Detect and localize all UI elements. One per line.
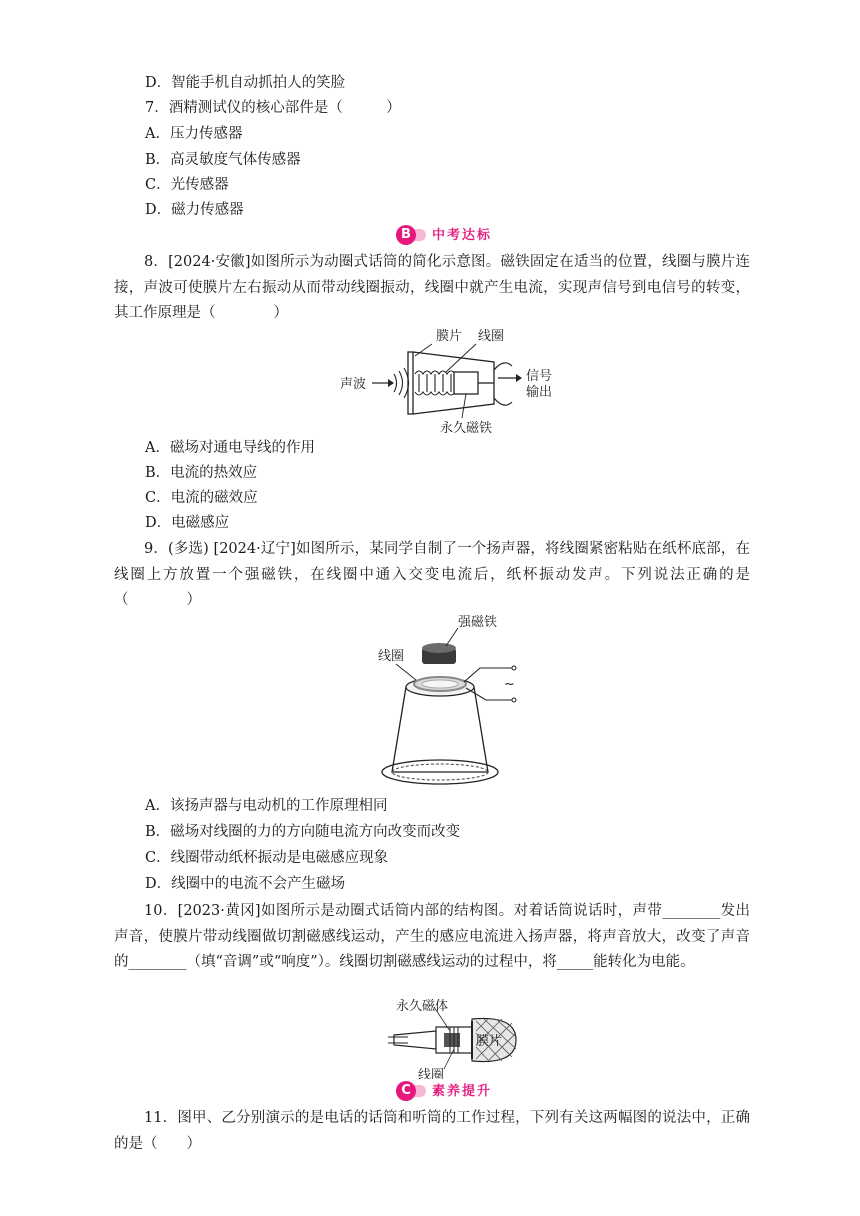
label-membrane: 膜片 [476, 1034, 503, 1049]
label-permanent-magnet: 永久磁铁 [440, 421, 493, 436]
q9-option-d: D．线圈中的电流不会产生磁场 [145, 876, 346, 892]
sound-wave-icon [394, 368, 409, 398]
q8-stem-text: 8．[2024·安徽]如图所示为动圈式话筒的简化示意图。磁铁固定在适当的位置，线圈与膜片连接，声波可使膜片左右振动从而带动线圈振动，线圈中就产生电流，实现声信号到电信号的转变，其工作原理是（ ） [114, 254, 750, 322]
q8-option-b: B．电流的热效应 [145, 465, 258, 481]
q7-option-a: A．压力传感器 [145, 126, 243, 142]
label-membrane: 膜片 [436, 329, 463, 344]
label-coil: 线圈 [478, 329, 505, 344]
q6-option-d: D．智能手机自动抓拍人的笑脸 [145, 75, 346, 91]
q9-option-a: A．该扬声器与电动机的工作原理相同 [145, 798, 388, 814]
q10-figure-svg [384, 997, 524, 1079]
q11-stem-text: 11．图甲、乙分别演示的是电话的话筒和听筒的工作过程，下列有关这两幅图的说法中，正确的是（ ） [114, 1110, 750, 1152]
label-permanent-magnet: 永久磁体 [396, 999, 449, 1014]
q11-stem [114, 1106, 750, 1157]
label-strong-magnet: 强磁铁 [458, 615, 498, 630]
label-ac-symbol: ~ [504, 677, 515, 692]
q8-stem [114, 250, 750, 327]
q8-figure-svg [336, 322, 586, 440]
section-c-header [0, 1080, 860, 1104]
label-sound-wave: 声波 [340, 377, 367, 392]
label-coil: 线圈 [418, 1068, 445, 1079]
q10-stem [114, 899, 750, 976]
q7-option-d: D．磁力传感器 [145, 202, 244, 218]
label-signal-1: 信号 [526, 369, 553, 384]
q7-option-b: B．高灵敏度气体传感器 [145, 152, 301, 168]
q7-option-c: C．光传感器 [145, 177, 229, 193]
section-badge: B [396, 225, 416, 245]
label-signal-2: 输出 [526, 385, 553, 400]
section-b-header [0, 224, 860, 248]
q10-stem-text: 10．[2023·黄冈]如图所示是动圈式话筒内部的结构图。对着话筒说话时，声带________发出声音，使膜片带动线圈做切割磁感线运动，产生的感应电流进入扬声器，将声音放大，改变了声音的________（填“音调”或“响度”）。线圈切割磁感线运动的过程中，将_____能转化为电能。 [114, 903, 750, 971]
q9-stem-text: 9．(多选) [2024·辽宁]如图所示，某同学自制了一个扬声器，将线圈紧密粘贴在纸杯底部，在线圈上方放置一个强磁铁，在线圈中通入交变电流后，纸杯振动发声。下列说法正确的是（ ） [114, 541, 750, 609]
q8-figure-microphone-diagram [336, 322, 586, 444]
coil-shape [415, 371, 455, 395]
q9-figure-svg [350, 612, 530, 792]
magnet-shape [454, 372, 478, 394]
q9-option-c: C．线圈带动纸杯振动是电磁感应现象 [145, 850, 389, 866]
q9-figure-speaker-cup [350, 612, 530, 796]
q8-option-c: C．电流的磁效应 [145, 490, 258, 506]
section-title: 素养提升 [432, 1084, 493, 1099]
label-coil: 线圈 [378, 649, 405, 664]
q8-option-a: A．磁场对通电导线的作用 [145, 440, 315, 456]
q10-figure-microphone-structure [384, 997, 524, 1083]
q9-option-b: B．磁场对线圈的力的方向随电流方向改变而改变 [145, 824, 461, 840]
q9-stem [114, 537, 750, 614]
q7-stem: 7．酒精测试仪的核心部件是（ ） [145, 100, 401, 116]
q8-option-d: D．电磁感应 [145, 515, 230, 531]
cup-body-shape [392, 687, 488, 772]
section-title: 中考达标 [432, 228, 493, 243]
section-badge: C [396, 1081, 416, 1101]
